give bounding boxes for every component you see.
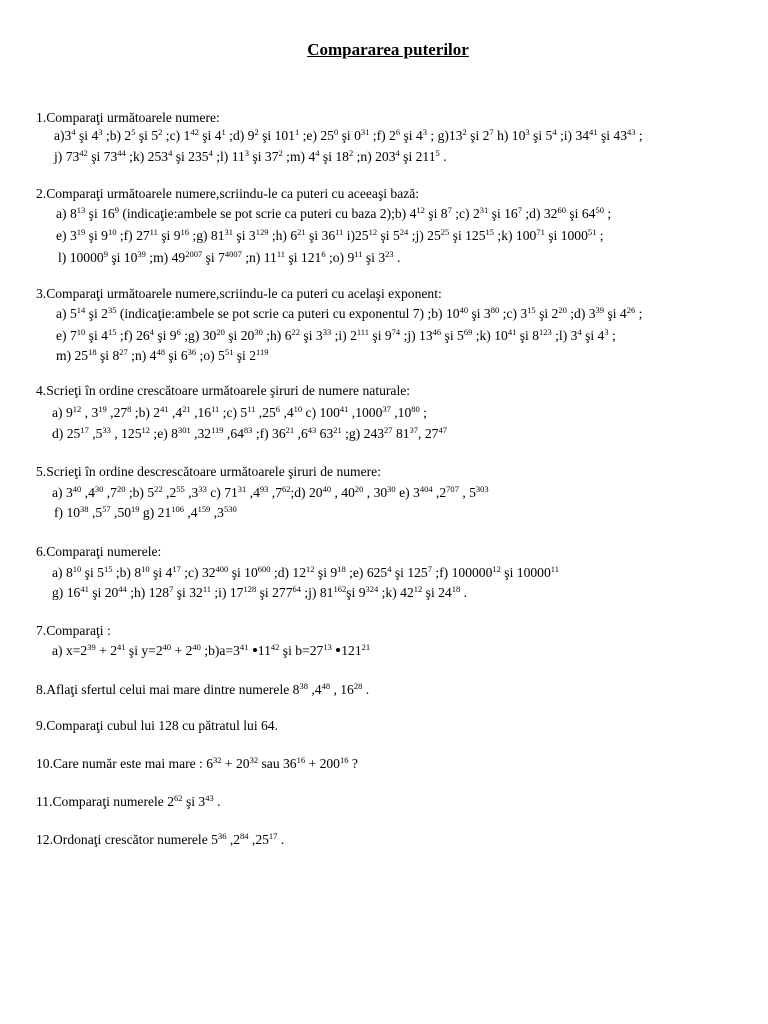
exponent: 19 [131, 504, 140, 514]
exponent: 3 [98, 127, 103, 137]
exponent: 84 [240, 831, 249, 841]
exponent: 36 [217, 831, 227, 841]
exponent: 7 [489, 127, 494, 137]
exercise-line: a) $5^{14}$ şi $2^{35}$ (indicaţie:ambele se pot scrie ca puteri cu exponentul 7) ;b) $10^{40}$ şi $3^{80}$ ;c) $3^{15}$ şi $2^{20}$ ;d) $3^{39}$ şi $4^{26}$ ; [56, 305, 643, 321]
exponent: 5 [131, 127, 136, 137]
exponent: 111 [356, 327, 369, 337]
exponent: 15 [107, 327, 117, 337]
exponent: 38 [299, 681, 308, 691]
exponent: 25 [440, 227, 450, 237]
exponent: 15 [527, 305, 536, 315]
exponent: 17 [268, 831, 278, 841]
exponent: 36 [187, 347, 197, 357]
exponent: 39 [87, 642, 96, 652]
exponent: 21 [297, 227, 306, 237]
exponent: 4 [552, 127, 557, 137]
exponent: 21 [182, 404, 191, 414]
exponent: 33 [102, 425, 111, 435]
exponent: 530 [223, 504, 237, 514]
exercise-line: 8.Aflaţi sfertul celui mai mare dintre numerele $8^{38}$ $,4^{48}$ , $16^{28}$ . [36, 681, 370, 697]
exponent: 6 [321, 249, 326, 259]
exponent: 10 [293, 404, 303, 414]
exponent: 1 [294, 127, 300, 137]
exponent: 33 [322, 327, 332, 337]
exponent: 37 [409, 425, 419, 435]
exponent: 57 [102, 504, 111, 514]
exponent: 2 [158, 127, 163, 137]
exercise-line: 11.Comparaţi numerele $2^{62}$ şi $3^{43}$ . [36, 793, 221, 809]
exponent: 21 [333, 425, 342, 435]
exponent: 12 [368, 227, 378, 237]
exponent: 16 [180, 227, 190, 237]
exponent: 18 [337, 564, 346, 574]
exponent: 24 [399, 227, 409, 237]
exercise-line: 7.Comparaţi : [36, 623, 111, 638]
exponent: 31 [479, 205, 489, 215]
exponent: 10 [76, 327, 86, 337]
exponent: 6 [176, 327, 181, 337]
exponent: 162 [333, 584, 347, 594]
exercise-line: a) $8^{10}$ şi $5^{15}$ ;b) $8^{10}$ şi $4^{17}$ ;c) $32^{400}$ şi $10^{600}$ ;d) $12^{12}$ şi $9^{18}$ ;e) $625^4$ şi $125^7$ ;f) 100000$^{12}$ şi 10000$^{11}$ [52, 564, 559, 580]
exponent: 2 [462, 127, 467, 137]
exponent: 21 [361, 642, 371, 652]
exponent: 19 [98, 404, 107, 414]
exercise-line: 10.Care număr este mai mare : $6^{32} + 20^{32}$ sau $36^{16} + 200^{16}$ ? [36, 755, 358, 771]
exponent: 9 [103, 249, 108, 259]
exercise-line: a) $8^{13}$ şi $16^9$ (indicaţie:ambele se pot scrie ca puteri cu baza 2);b) $4^{12}$ şi $8^7$ ;c) $2^{31}$ şi $16^7$ ;d) $32^{60}$ şi $64^{50}$ ; [56, 205, 612, 221]
exponent: 4 [208, 148, 213, 158]
exponent: 12 [306, 564, 315, 574]
exponent: 39 [137, 249, 146, 259]
exponent: 9 [114, 205, 119, 215]
exponent: 7 [427, 564, 432, 574]
exponent: 31 [360, 127, 370, 137]
exercise-line: 2.Comparaţi următoarele numere,scriindu-le ca puteri cu aceeaşi bază: [36, 186, 420, 201]
exercise-line: f) $10^{38}$ $,5^{57}$ $,50^{19}$ g) $21^{106}$ $,4^{159}$ $,3^{530}$ [54, 504, 237, 520]
exponent: 8 [127, 404, 132, 414]
exercise-line: $a)3^4$ şi $4^3$ ;b) $2^5$ şi $5^2$ ;c) $1^{42}$ şi $4^1$ ;d) $9^2$ şi $101^1$ ;e) $25^0$ şi $0^{31}$ ;f) $2^6$ şi $4^3$ ; $g)13^2$ şi $2^7$ h) $10^3$ şi $5^4$ ;i) $34^{41}$ şi $43^{43}$ ; [54, 127, 643, 143]
exponent: 400 [215, 564, 229, 574]
exponent: 19 [76, 227, 86, 237]
exponent: 11 [335, 227, 344, 237]
exponent: 23 [385, 249, 394, 259]
exponent: 39 [595, 305, 605, 315]
exponent: 18 [88, 347, 97, 357]
exponent: 4 [315, 148, 320, 158]
exponent: 3 [244, 148, 250, 158]
exponent: 74 [391, 327, 401, 337]
exponent: 69 [463, 327, 473, 337]
exponent: 55 [176, 484, 185, 494]
exponent: 15 [103, 564, 113, 574]
exercise-line: 6.Comparaţi numerele: [36, 544, 162, 559]
exponent: 30 [254, 327, 263, 337]
exponent: 50 [595, 205, 604, 215]
exponent: 26 [626, 305, 636, 315]
exponent: 3 [525, 127, 530, 137]
exponent: 11 [149, 227, 158, 237]
exponent: 44 [117, 148, 126, 158]
exponent: 11 [247, 404, 256, 414]
exponent: 159 [197, 504, 211, 514]
exponent: 62 [174, 793, 183, 803]
exponent: 41 [117, 642, 126, 652]
exponent: 42 [270, 642, 280, 652]
exponent: 62 [281, 484, 291, 494]
exponent: 707 [446, 484, 459, 494]
exponent: 21 [285, 425, 295, 435]
exponent: 11 [550, 564, 559, 574]
exponent: 37 [382, 404, 391, 414]
exponent: 41 [160, 404, 169, 414]
exponent: 4 [168, 148, 173, 158]
exponent: 40 [322, 484, 332, 494]
exponent: 17 [80, 425, 89, 435]
exercise-line: d) $25^{17}$ $,5^{33}$ , $125^{12}$ ;e) $8^{301}$ $,32^{119}$ $,64^{83}$ ;f) $36^{21}$ $,6^{43}$ $63^{21}$ ;g) $243^{27}$ $81^{37}$, $27^{47}$ [52, 425, 447, 441]
exponent: 16 [339, 755, 349, 765]
exponent: 80 [411, 404, 420, 414]
exponent: 129 [255, 227, 269, 237]
exponent: 119 [211, 425, 224, 435]
multiplication-dot-icon [336, 648, 340, 652]
exponent: 40 [192, 642, 201, 652]
exponent: 18 [451, 584, 461, 594]
exponent: 41 [239, 642, 249, 652]
exponent: 3 [422, 127, 427, 137]
exponent: 42 [79, 148, 88, 158]
exponent: 40 [162, 642, 172, 652]
exponent: 13 [323, 642, 332, 652]
exponent: 4 [577, 327, 582, 337]
exponent: 48 [321, 681, 331, 691]
exponent: 4 [149, 327, 154, 337]
exponent: 2 [254, 127, 259, 137]
exponent: 119 [256, 347, 269, 357]
exponent: 404 [419, 484, 433, 494]
exponent: 60 [557, 205, 566, 215]
exponent: 11 [354, 249, 363, 259]
exponent: 47 [438, 425, 447, 435]
exponent: 11 [211, 404, 220, 414]
exponent: 10 [141, 564, 150, 574]
exponent: 6 [395, 127, 401, 137]
exponent: 4007 [224, 249, 242, 259]
exponent: 41 [507, 327, 517, 337]
exponent: 13 [76, 205, 86, 215]
exponent: 32 [213, 755, 222, 765]
exponent: 4 [71, 127, 76, 137]
exponent: 41 [339, 404, 349, 414]
exponent: 71 [536, 227, 545, 237]
exponent: 600 [257, 564, 271, 574]
exponent: 2 [278, 148, 283, 158]
exponent: 40 [72, 484, 82, 494]
exercise-line: 12.Ordonaţi crescător numerele $5^{36}$ $,2^{84}$ $,25^{17}$ . [36, 831, 285, 847]
exponent: 324 [365, 584, 379, 594]
exponent: 7 [169, 584, 174, 594]
exercise-line: 4.Scrieţi în ordine crescătoare următoarele şiruri de numere naturale: [36, 383, 411, 398]
exponent: 51 [224, 347, 234, 357]
exponent: 22 [291, 327, 301, 337]
exponent: 303 [475, 484, 489, 494]
exercise-line: a) $9^{12}$ , $3^{19}$ $,27^8$ ;b) $2^{41}$ $,4^{21}$ $,16^{11}$ ;c) $5^{11}$ $,25^6$ $,4^{10}$ c) $100^{41}$ ,1000$^{37}$ $,10^{80}$ ; [52, 404, 427, 420]
exponent: 3 [604, 327, 609, 337]
exponent: 48 [156, 347, 165, 357]
exercise-line: 5.Scrieţi în ordine descrescătoare următoarele şiruri de numere: [36, 464, 381, 479]
exponent: 38 [80, 504, 89, 514]
exercise-line: 9.Comparaţi cubul lui 128 cu pătratul lui 64. [36, 718, 278, 733]
exponent: 5 [435, 148, 440, 158]
exponent: 27 [384, 425, 393, 435]
exponent: 30 [94, 484, 104, 494]
exponent: 12 [492, 564, 501, 574]
exponent: 4 [387, 564, 392, 574]
exponent: 106 [171, 504, 184, 514]
exponent: 11 [202, 584, 211, 594]
exponent: 44 [118, 584, 127, 594]
exponent: 6 [275, 404, 281, 414]
exponent: 2007 [185, 249, 203, 259]
exponent: 32 [249, 755, 259, 765]
exponent: 11 [276, 249, 286, 259]
exponent: 83 [243, 425, 253, 435]
exponent: 128 [243, 584, 257, 594]
exponent: 15 [485, 227, 495, 237]
exercise-line: a) $3^{40}$ $,4^{30}$ $,7^{20}$ ;b) $5^{22}$ $,2^{55}$ $,3^{33}$ c) $71^{31}$ $,4^{93}$ $,7^{62};d$) $20^{40}$ , $40^{20}$ , $30^{30}$ e) $3^{404}$ $,2^{707}$ , $5^{303}$ [52, 484, 489, 500]
exponent: 35 [107, 305, 117, 315]
exponent: 40 [459, 305, 469, 315]
exercise-line: j) $73^{42}$ şi $73^{44}$ ;k) $253^4$ şi $235^4$ ;l) $11^3$ şi $37^2$ ;m) $4^4$ şi $18^2$ ;n) $203^4$ şi $211^5$ . [54, 148, 447, 164]
exponent: 123 [539, 327, 552, 337]
exercise-line: m) $25^{18}$ şi $8^{27}$ ;n) $4^{48}$ şi $6^{36}$ ;o) $5^{51}$ şi $2^{119}$ [56, 347, 269, 363]
exercise-line: 1.Comparaţi următoarele numere: [36, 110, 220, 125]
exponent: 7 [517, 205, 522, 215]
exponent: 12 [413, 584, 423, 594]
exponent: 301 [177, 425, 191, 435]
exponent: 0 [333, 127, 339, 137]
exponent: 33 [198, 484, 207, 494]
exponent: 43 [307, 425, 317, 435]
exponent: 27 [119, 347, 128, 357]
exponent: 10 [72, 564, 82, 574]
exercise-line: a) $x=2^{39} + 2^{41}$ şi $y=2^{40} + 2^{40}$ $;b)a=3^{41}$ $11^{42}$ şi $b=27^{13}$ $121^{21}$ [52, 642, 371, 658]
exponent: 93 [259, 484, 269, 494]
exercise-line: e) $3^{19}$ şi $9^{10}$ ;f) $27^{11}$ şi $9^{16}$ ;g) $81^{31}$ şi $3^{129}$ ;h) $6^{21}$ şi $36^{11}$ $i)25^{12}$ şi $5^{24}$ ;j) $25^{25}$ şi $125^{15}$ ;k) $100^{71}$ şi 1000$^{51}$ ; [56, 227, 604, 243]
exponent: 43 [627, 127, 636, 137]
exercise-line: l) 10000$^9$ şi $10^{39}$ ;m) $49^{2007}$ şi $7^{4007}$ ;n) $11^{11}$ şi $121^6$ ;o) $9^{11}$ şi $3^{23}$ . [58, 249, 401, 265]
exponent: 30 [387, 484, 396, 494]
exponent: 4 [395, 148, 400, 158]
exponent: 20 [116, 484, 126, 494]
exponent: 7 [447, 205, 452, 215]
exponent: 20 [354, 484, 364, 494]
exponent: 46 [432, 327, 442, 337]
exponent: 42 [190, 127, 199, 137]
exponent: 12 [416, 205, 425, 215]
exponent: 31 [237, 484, 247, 494]
exercise-line: g) $16^{41}$ şi $20^{44}$ ;h) $128^7$ şi $32^{11}$ ;i) $17^{128}$ şi $277^{64}$ ;j) $81^{162}şi$ $9^{324}$ ;k) $42^{12}$ şi $24^{18}$ . [52, 584, 468, 600]
exponent: 17 [172, 564, 181, 574]
exponent: 20 [216, 327, 225, 337]
exponent: 43 [205, 793, 214, 803]
exercise-line: 3.Comparaţi următoarele numere,scriindu-le ca puteri cu acelaşi exponent: [36, 286, 442, 301]
exponent: 10 [107, 227, 117, 237]
exponent: 12 [141, 425, 151, 435]
exponent: 64 [292, 584, 301, 594]
exponent: 31 [224, 227, 234, 237]
exercise-line: e) $7^{10}$ şi $4^{15}$ ;f) $26^4$ şi $9^6$ ;g) $30^{20}$ şi $20^{30}$ ;h) $6^{22}$ şi $3^{33}$ ;i) $2^{111}$ şi $9^{74}$ ;j) $13^{46}$ şi $5^{69}$ ;k) $10^{41}$ şi $8^{123}$ ;l) $3^4$ şi $4^3$ ; [56, 327, 616, 343]
exponent: 41 [589, 127, 598, 137]
exponent: 22 [154, 484, 163, 494]
page-title: Compararea puterilor [307, 40, 469, 59]
exponent: 2 [348, 148, 354, 158]
multiplication-dot-icon [253, 648, 257, 652]
exponent: 12 [72, 404, 82, 414]
exponent: 14 [76, 305, 86, 315]
exponent: 41 [80, 584, 89, 594]
exponent: 16 [296, 755, 306, 765]
exponent: 28 [353, 681, 363, 691]
exponent: 20 [558, 305, 567, 315]
exponent: 51 [587, 227, 597, 237]
exponent: 80 [490, 305, 500, 315]
exponent: 1 [221, 127, 226, 137]
